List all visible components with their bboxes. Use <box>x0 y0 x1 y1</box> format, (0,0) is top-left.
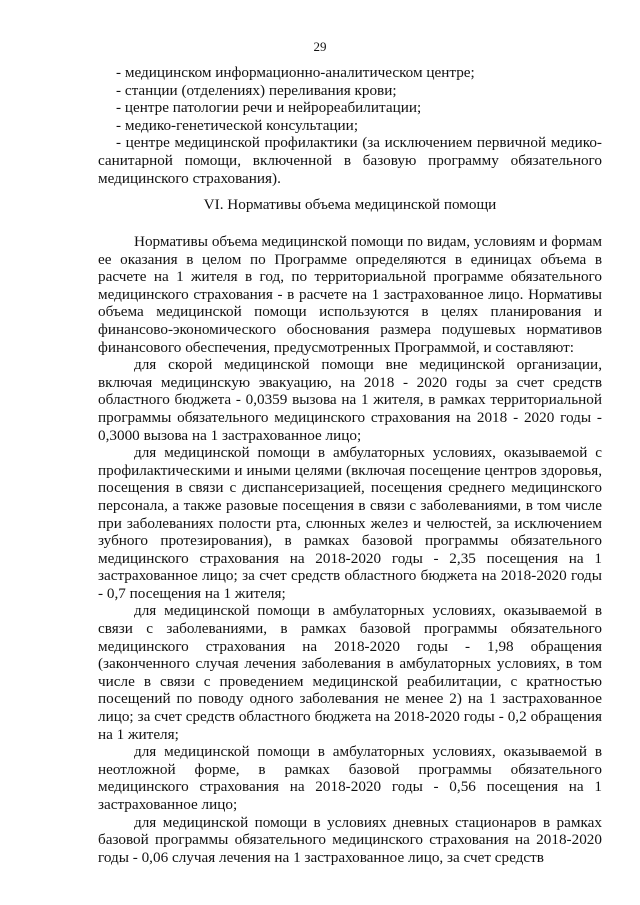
list-item: - центре патологии речи и нейрореабилитации; <box>116 99 422 117</box>
list-item: - станции (отделениях) переливания крови; <box>116 81 397 99</box>
paragraph-outpatient-urgent: для медицинской помощи в амбулаторных условиях, оказываемой в неотложной форме, в рамках базовой программы обязательного медицинского страхования на 2018-2020 годы - 0,56 посещения на 1 застрахованное лицо; <box>98 743 602 813</box>
facility-list <box>98 64 602 187</box>
paragraph-day-hospital: для медицинской помощи в условиях дневных стационаров в рамках базовой программы обязательного медицинского страхования на 2018-2020 годы - 0,06 случая лечения на 1 застрахованное лицо, за счет средств <box>98 813 602 866</box>
list-item: - медико-генетической консультации; <box>116 116 359 134</box>
paragraph-intro: Нормативы объема медицинской помощи по видам, условиям и формам ее оказания в целом по Программе определяются в единицах объема в расчете на 1 жителя в год, по территориальной программе обязательного медицинского страхования - в расчете на 1 застрахованное лицо. Нормативы объема медицинской помощи используются в целях планирования и финансово-экономического обоснования размера подушевых нормативов финансового обеспечения, предусмотренных Программой, и составляют: <box>98 233 602 356</box>
list-item: - центре медицинской профилактики (за исключением первичной медико-санитарной помощи, включенной в базовую программу обязательного медицинского страхования). <box>98 134 602 187</box>
paragraph-outpatient-disease: для медицинской помощи в амбулаторных условиях, оказываемой в связи с заболеваниями, в рамках базовой программы обязательного медицинского страхования на 2018-2020 годы - 1,98 обращения (законченного случая лечения заболевания в амбулаторных условиях, в том числе в связи с проведением медицинской реабилитации, с кратностью посещений по поводу одного заболевания не менее 2) на 1 застрахованное лицо; за счет средств областного бюджета на 2018-2020 годы - 0,2 обращения на 1 жителя; <box>98 602 602 743</box>
paragraph-outpatient-preventive: для медицинской помощи в амбулаторных условиях, оказываемой с профилактическими и иными целями (включая посещение центров здоровья, посещения в связи с диспансеризацией, посещения среднего медицинского персонала, а также разовые посещения в связи с заболеваниями, в том числе при заболеваниях полости рта, слюнных желез и челюстей, за исключением зубного протезирования), в рамках базовой программы обязательного медицинского страхования на 2018-2020 годы - 2,35 посещения на 1 застрахованное лицо; за счет средств областного бюджета на 2018-2020 годы - 0,7 посещения на 1 жителя; <box>98 444 602 602</box>
paragraph-ambulance: для скорой медицинской помощи вне медицинской организации, включая медицинскую эвакуацию, на 2018 - 2020 годы за счет средств областного бюджета - 0,0359 вызова на 1 жителя, в рамках территориальной программы обязательного медицинского страхования на 2018 - 2020 годы - 0,3000 вызова на 1 застрахованное лицо; <box>98 356 602 444</box>
page-number: 29 <box>313 39 327 54</box>
section-body <box>98 233 602 866</box>
section-heading: VI. Нормативы объема медицинской помощи <box>203 196 497 213</box>
list-item: - медицинском информационно-аналитическом центре; <box>116 64 475 81</box>
